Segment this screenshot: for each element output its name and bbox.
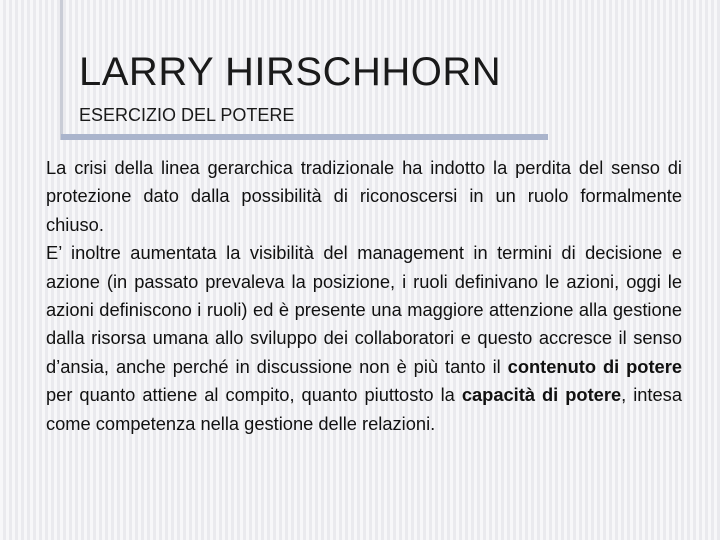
bold-term-capacita-di-potere: capacità di potere	[461, 384, 622, 406]
slide-subtitle: ESERCIZIO DEL POTERE	[79, 105, 295, 125]
left-accent-line	[60, 0, 63, 140]
bold-term-contenuto-di-potere: contenuto di potere	[507, 355, 683, 377]
slide-title: LARRY HIRSCHHORN	[79, 50, 502, 94]
slide-body	[46, 154, 682, 438]
body-paragraph-2	[46, 239, 682, 438]
title-divider	[61, 134, 548, 140]
paragraph-2-text-1: E’ inoltre aumentata la visibilità del management in termini di decisione e azione (in passato prevaleva la posizione, i ruoli definivano le azioni, oggi le azioni definiscono i ruoli) ed è presente una maggiore attenzione alla gestione dalla risorsa umana allo sviluppo dei collaboratori e questo accresce il senso d’ansia, anche perché in discussione non è più tanto il	[46, 242, 682, 377]
body-paragraph-1: La crisi della linea gerarchica tradizionale ha indotto la perdita del senso di protezione dato dalla possibilità di riconoscersi in un ruolo formalmente chiuso.	[46, 157, 682, 235]
paragraph-2-text-3: , intesa come competenza nella gestione delle relazioni.	[46, 384, 682, 434]
paragraph-2-text-2: per quanto attiene al compito, quanto piuttosto la	[46, 384, 462, 406]
